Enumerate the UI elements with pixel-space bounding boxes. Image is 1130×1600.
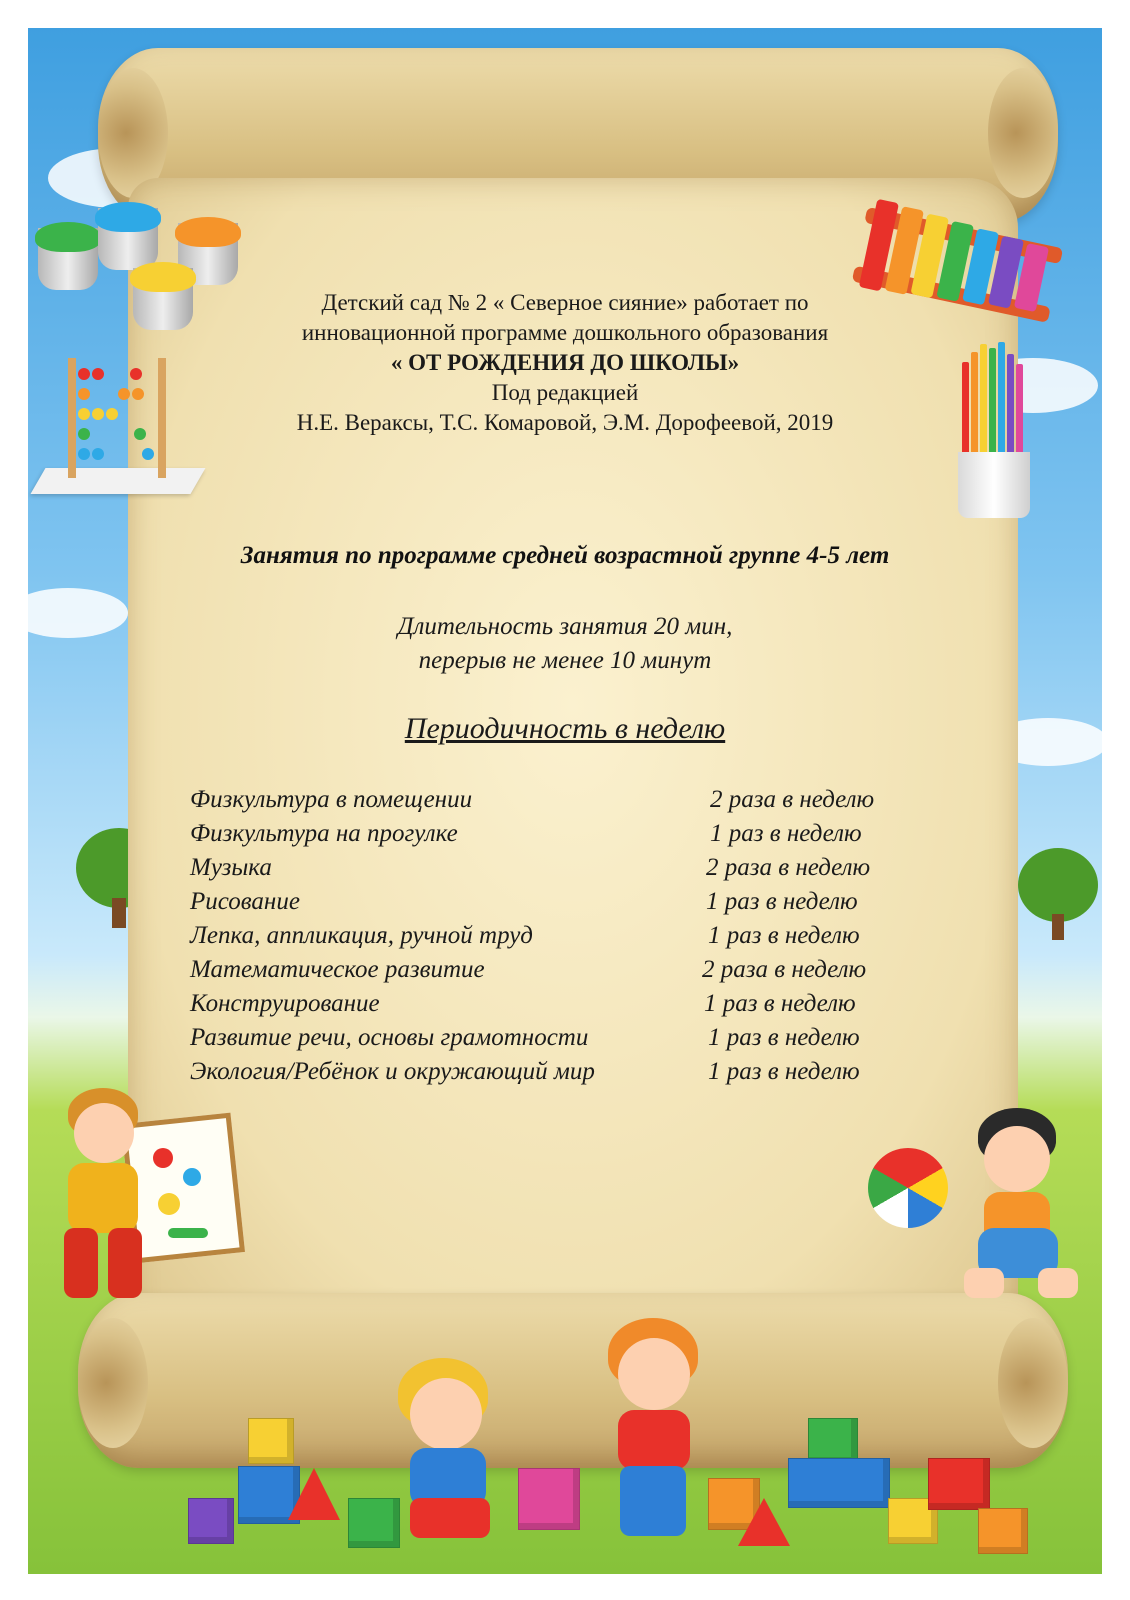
schedule-row (190, 888, 950, 922)
program-title: « ОТ РОЖДЕНИЯ ДО ШКОЛЫ» (390, 350, 740, 375)
schedule-row (190, 786, 950, 820)
schedule-frequency: 1 раз в неделю (706, 888, 858, 915)
schedule-row (190, 820, 950, 854)
schedule-subject: Развитие речи, основы грамотности (190, 1024, 589, 1051)
schedule-frequency: 2 раза в неделю (710, 786, 875, 813)
schedule-row (190, 854, 950, 888)
frequency-title: Периодичность в неделю (404, 712, 726, 745)
schedule-frequency: 2 раза в неделю (706, 854, 871, 881)
schedule-row (190, 1024, 950, 1058)
group-subtitle: Занятия по программе средней возрастной группе 4-5 лет (240, 542, 890, 569)
schedule-frequency: 1 раз в неделю (704, 990, 856, 1017)
schedule-row (190, 956, 950, 990)
schedule-subject: Конструирование (190, 990, 380, 1017)
schedule-frequency: 1 раз в неделю (708, 922, 860, 949)
schedule-subject: Физкультура на прогулке (190, 820, 458, 847)
schedule-frequency: 1 раз в неделю (710, 820, 862, 847)
schedule-subject: Физкультура в помещении (190, 786, 473, 813)
schedule-frequency: 1 раз в неделю (708, 1024, 860, 1051)
duration-line-2: перерыв не менее 10 минут (418, 647, 712, 674)
schedule-row (190, 922, 950, 956)
schedule-row (190, 1058, 950, 1092)
duration-line-1: Длительность занятия 20 мин, (397, 613, 733, 640)
schedule-row (190, 990, 950, 1024)
schedule-subject: Экология/Ребёнок и окружающий мир (190, 1058, 595, 1085)
schedule-frequency: 2 раза в неделю (702, 956, 867, 983)
editors-line: Н.Е. Вераксы, Т.С. Комаровой, Э.М. Дорофеевой, 2019 (296, 410, 834, 435)
schedule-frequency: 1 раз в неделю (708, 1058, 860, 1085)
header-line-1: Детский сад № 2 « Северное сияние» работает по (321, 290, 809, 315)
schedule-subject: Лепка, аппликация, ручной труд (190, 922, 533, 949)
schedule-subject: Музыка (190, 854, 272, 881)
header-line-2: инновационной программе дошкольного образования (301, 320, 829, 345)
header-line-4: Под редакцией (491, 380, 639, 405)
schedule-subject: Рисование (190, 888, 300, 915)
schedule-subject: Математическое развитие (190, 956, 485, 983)
